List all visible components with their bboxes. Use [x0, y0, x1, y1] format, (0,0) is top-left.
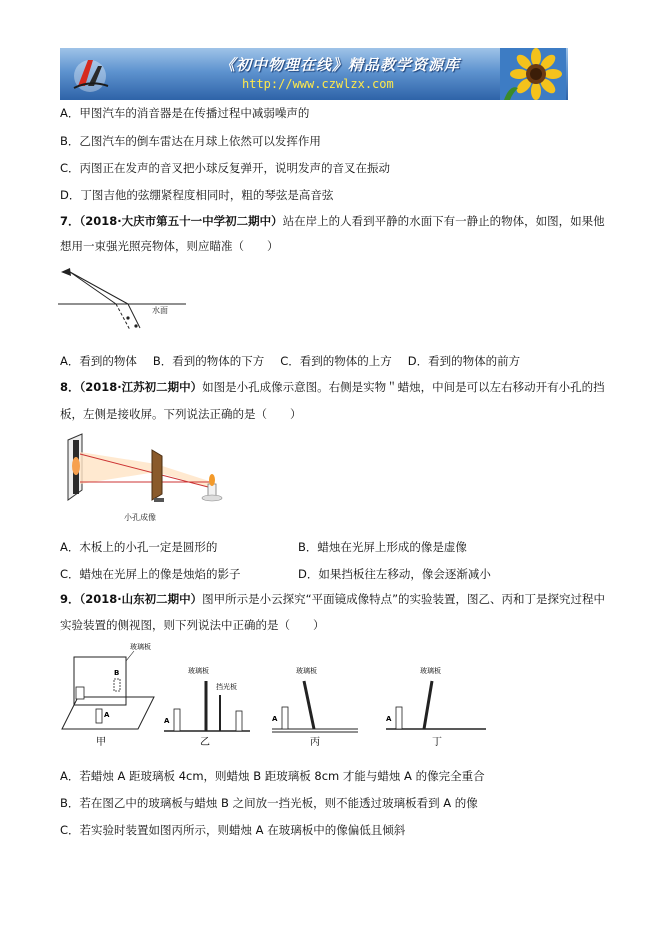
- eye-icon: [61, 268, 71, 276]
- figure-ding: [386, 666, 486, 748]
- yi-shield-label: 挡光板: [216, 683, 237, 691]
- figure-bing: [272, 666, 358, 748]
- q9-source: （2018·山东初二期中）: [79, 592, 203, 606]
- q9-mirror-figure: [60, 641, 492, 753]
- bing-glass-label: 玻璃板: [296, 667, 317, 675]
- q8-option-c: C．蜡烛在光屏上的像是烛焰的影子: [60, 567, 241, 581]
- site-logo-icon: [68, 52, 112, 96]
- q9-number: 9．: [60, 592, 80, 606]
- q7-stem-line-1: [60, 213, 605, 229]
- q8-option-a: A．木板上的小孔一定是圆形的: [60, 540, 218, 554]
- q7-refraction-figure: [58, 266, 188, 338]
- q9-stem-1: 图甲所示是小云探究“平面镜成像特点”的实验装置，图乙、丙和丁是探究过程中: [202, 592, 606, 606]
- jia-label-a: A: [104, 711, 110, 719]
- q9-stem-line-1: [60, 591, 605, 607]
- q7-source: （2018·大庆市第五十一中学初二期中）: [79, 214, 283, 228]
- q9-stem-2: 实验装置的侧视图，则下列说法中正确的是（ ）: [60, 618, 325, 632]
- q6-option-d: D．丁图吉他的弦绷紧程度相同时，粗的琴弦是高音弦: [60, 188, 334, 202]
- sunflower-icon: [500, 48, 566, 100]
- yi-glass-label: 玻璃板: [188, 667, 209, 675]
- banner-url: http://www.czwlzx.com: [242, 77, 394, 91]
- q6-option-c: C．丙图正在发声的音叉把小球反复弹开，说明发声的音叉在振动: [60, 161, 391, 175]
- jia-label-b: B: [114, 669, 120, 677]
- jia-glass-label: 玻璃板: [130, 643, 151, 651]
- q8-source: （2018·江苏初二期中）: [79, 380, 203, 394]
- q8-stem-1: 如图是小孔成像示意图。右侧是实物＂蜡烛，中间是可以左右移动开有小孔的挡: [202, 380, 605, 394]
- label-bing: 丙: [310, 737, 320, 748]
- ding-glass-label: 玻璃板: [420, 667, 441, 675]
- q7-number: 7．: [60, 214, 80, 228]
- q7-option-d: D．看到的物体的前方: [407, 354, 521, 368]
- q7-stem-1: 站在岸上的人看到平静的水面下有一静止的物体，如图，如果他: [282, 214, 605, 228]
- label-ding: 丁: [432, 737, 442, 748]
- figure-jia: [62, 642, 154, 748]
- q8-number: 8．: [60, 380, 80, 394]
- q9-option-a: A．若蜡烛 A 距玻璃板 4cm，则蜡烛 B 距玻璃板 8cm 才能与蜡烛 A 的像完全重合: [60, 769, 485, 783]
- figure-yi: [164, 666, 250, 748]
- q6-option-b: B．乙图汽车的倒车雷达在月球上依然可以发挥作用: [60, 134, 321, 148]
- q7-option-a: A．看到的物体: [60, 354, 137, 368]
- q7-option-b: B．看到的物体的下方: [152, 354, 265, 368]
- q9-option-c: C．若实验时装置如图丙所示，则蜡烛 A 在玻璃板中的像偏低且倾斜: [60, 823, 406, 837]
- water-surface-label: 水面: [152, 306, 168, 315]
- q7-stem-2: 想用一束强光照亮物体，则应瞄准（ ）: [60, 239, 279, 253]
- q8-figure-caption: 小孔成像: [124, 513, 156, 522]
- yi-label-a: A: [164, 717, 170, 725]
- q8-option-d: D．如果挡板往左移动，像会逐渐减小: [298, 567, 491, 581]
- q8-stem-2: 板，左侧是接收屏。下列说法正确的是（ ）: [60, 407, 302, 421]
- q8-stem-line-1: [60, 379, 605, 395]
- header-banner: [60, 48, 568, 100]
- banner-title: 《初中物理在线》精品教学资源库: [220, 56, 461, 74]
- q6-option-a: A．甲图汽车的消音器是在传播过程中减弱噪声的: [60, 106, 310, 120]
- label-yi: 乙: [200, 737, 210, 748]
- q9-option-b: B．若在图乙中的玻璃板与蜡烛 B 之间放一挡光板，则不能透过玻璃板看到 A 的像: [60, 796, 478, 810]
- q8-option-b: B．蜡烛在光屏上形成的像是虚像: [298, 540, 467, 554]
- q7-option-c: C．看到的物体的上方: [280, 354, 392, 368]
- bing-label-a: A: [272, 715, 278, 723]
- label-jia: 甲: [96, 737, 106, 748]
- ding-label-a: A: [386, 715, 392, 723]
- q7-options: [60, 353, 520, 369]
- q8-pinhole-figure: [60, 430, 230, 526]
